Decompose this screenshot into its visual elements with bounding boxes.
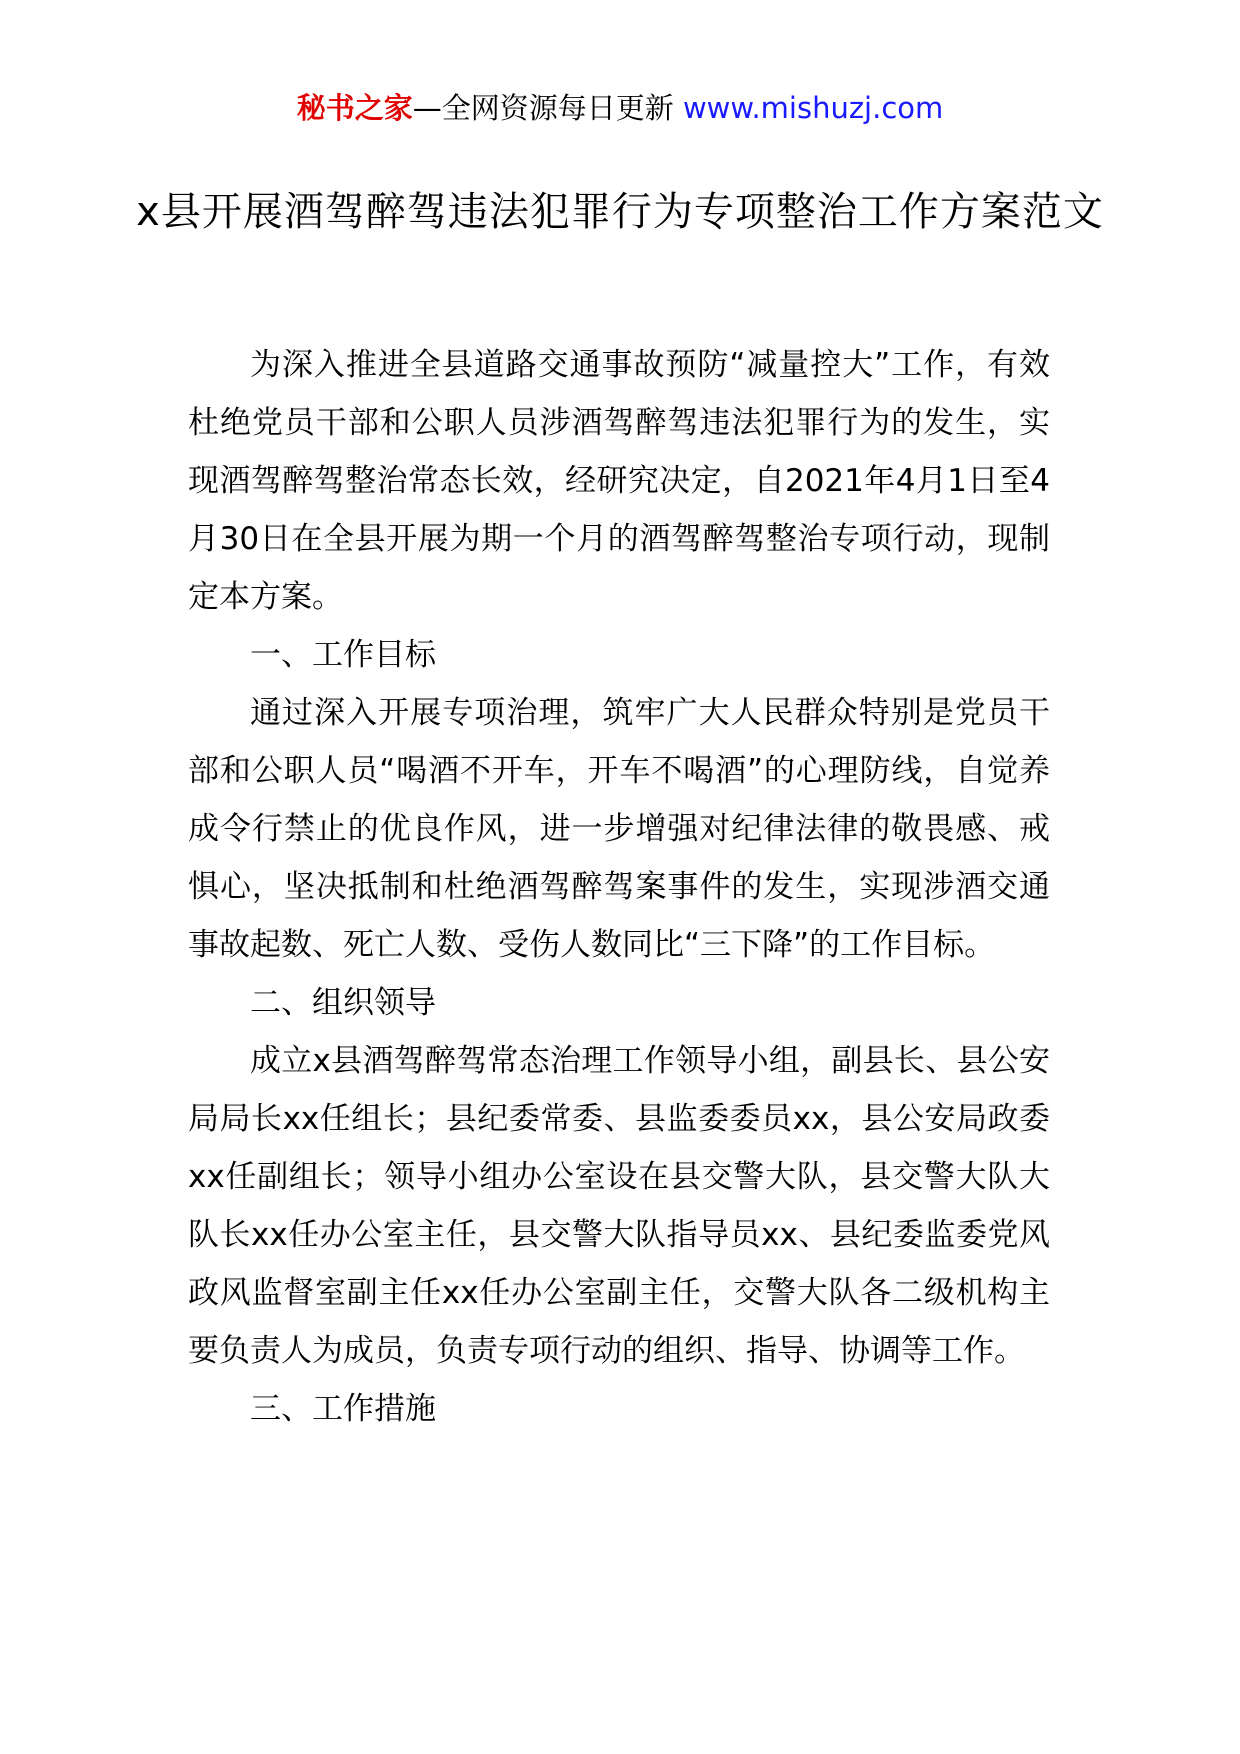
goals-paragraph: 通过深入开展专项治理，筑牢广大人民群众特别是党员干部和公职人员“喝酒不开车，开车不喝酒”的心理防线，自觉养成令行禁止的优良作风，进一步增强对纪律法律的敬畏感、戒惧心，坚决抵制和杜绝酒驾醉驾案事件的发生，实现涉酒交通事故起数、死亡人数、受伤人数同比“三下降”的工作目标。 (188, 695, 1050, 963)
intro-paragraph: 为深入推进全县道路交通事故预防“减量控大”工作，有效杜绝党员干部和公职人员涉酒驾醉驾违法犯罪行为的发生，实现酒驾醉驾整治常态长效，经研究决定，自2021年4月1日至4月30日在全县开展为期一个月的酒驾醉驾整治专项行动，现制定本方案。 (188, 347, 1050, 615)
site-header (0, 88, 1240, 128)
leadership-paragraph: 成立x县酒驾醉驾常态治理工作领导小组，副县长、县公安局局长xx任组长；县纪委常委、县监委委员xx，县公安局政委xx任副组长；领导小组办公室设在县交警大队，县交警大队大队长xx任办公室主任，县交警大队指导员xx、县纪委监委党风政风监督室副主任xx任办公室副主任，交警大队各二级机构主要负责人为成员，负责专项行动的组织、指导、协调等工作。 (188, 1043, 1050, 1369)
site-tagline: —全网资源每日更新 (412, 91, 674, 125)
section-heading-goals: 一、工作目标 (250, 637, 436, 673)
document-title: x县开展酒驾醉驾违法犯罪行为专项整治工作方案范文 (136, 189, 1104, 235)
site-brand: 秘书之家 (296, 91, 413, 125)
site-url-link[interactable]: www.mishuzj.com (682, 91, 944, 125)
section-heading-measures: 三、工作措施 (250, 1391, 436, 1427)
section-heading-leadership: 二、组织领导 (250, 985, 436, 1021)
document-body (188, 336, 1050, 1438)
